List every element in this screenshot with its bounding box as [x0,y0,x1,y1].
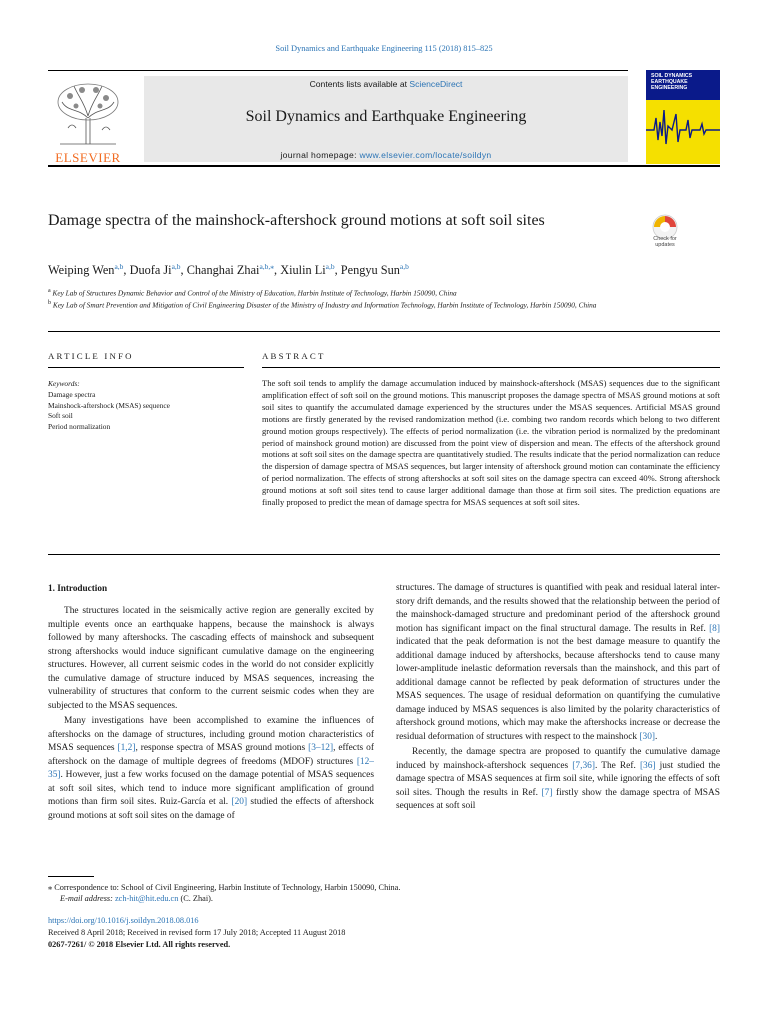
elsevier-wordmark: ELSEVIER [55,150,121,165]
article-info-heading: ARTICLE INFO [48,351,134,361]
sciencedirect-link[interactable]: ScienceDirect [409,79,463,89]
keyword: Damage spectra [48,390,96,399]
citation-link[interactable]: [36] [639,760,656,771]
citation-link[interactable]: [20] [231,797,248,807]
citation-link[interactable]: [7] [541,787,553,798]
cover-title: SOIL DYNAMICS EARTHQUAKE ENGINEERING [651,73,693,91]
footnote-rule [48,876,94,877]
citation-link[interactable]: [8] [709,623,720,634]
abstract-rule [262,367,720,368]
author-list: Weiping Wen$^{a,b}$, Duofa Ji$^{a,b}$, Changhai Zhai$^{a,b,⁎}$, Xiulin Li$^{a,b}$, Pengyu Sun$^{a,b}$ [48,262,409,278]
email-link[interactable]: zch-hit@hit.edu.cn [115,894,179,903]
paragraph: Many investigations have been accomplished to examine the influences of aftershocks on the damage of structures, including ground motion characteristics of MSAS sequences [1,2], response spectra of MSAS ground motions [3–12], effects of aftershock on the damage of multiple degrees of freedoms (MDOF) structures [12–35]. However, just a few works focused on the damage potential of MSAS sequences at soft soil sites, which tend to induce more significant amplification of ground motions than firm soil sites. Ruiz-García et al. [20] studied the effects of aftershock ground motions at soft soil sites on the damage of [48,716,374,821]
author[interactable]: Xiulin Li$^{a,b}$ [280,262,335,278]
keywords-label: Keywords: [48,379,80,388]
divider-rule [48,331,720,332]
doi-link[interactable]: https://doi.org/10.1016/j.soildyn.2018.08.016 [48,916,199,925]
correspondence-note: ⁎ Correspondence to: School of Civil Engineering, Harbin Institute of Technology, Harbin 150090, China. [48,883,401,892]
section-heading-introduction: 1. Introduction [48,583,108,593]
keyword: Period normalization [48,421,111,431]
keywords-list [48,390,170,432]
author[interactable]: Pengyu Sun$^{a,b}$ [340,262,409,278]
citation-link[interactable]: [7,36] [572,760,595,771]
journal-banner [144,76,628,162]
email-line: E-mail address: zch-hit@hit.edu.cn (C. Zhai). [60,894,213,903]
abstract-text: The soft soil tends to amplify the damage accumulation induced by mainshock-aftershock (MSAS) sequences due to the significant amplification effect of soft soil on the ground motions. This manuscript proposes the damage spectra of MSAS ground motions at soft soil sites to quantify the accumulated damage experienced by the structures under the MSAS sequences. Artificial MSAS ground motions are firstly generated by the revised randomization method (i.e. combing two random records which belong to two different ground motion groups respectively). The effects of period normalization (i.e. the vibration period is normalized by the predominant period of mainshock ground motion) are discussed from the point view of dispersion and mean. The effects of the aftershock ground motions at soft soil sites on the damage spectra are quantitatively studied. The results indicate that the period normalization can reduce the dispersion of damage spectra of MSAS sequences, but larger intensity of aftershock ground motion can contaminate the efficiency of period normalization. The effects of strong aftershocks at soft soil sites on the damage spectra can exceed 40%. Strong aftershock ground motions at soft soil sites tend to cause larger additional damage than those at firm soil sites. The prediction equations are finally proposed to predict the mean of damage spectra for MSAS sequences at soft soil sites. [262,378,720,508]
paragraph: structures. The damage of structures is quantified with peak and residual lateral inter-story drift demands, and the results showed that the relationship between the period of the mainshock-damaged structure and predominant period of the aftershock ground motion has significant impact on the final structural damage. The results in Ref. [8] indicated that the peak deformation is not the best damage measure to quantify the additional damage induced by aftershocks, because aftershocks tend to cause many lower-amplitude inelastic deformation reversals than the mainshock, and this part of additional damage cannot be reflected by peak deformation of structures under the MSAS sequences. The usage of residual deformation on quantifying the cumulative damage induced by MSAS sequences is also limited by the polarity characteristics of aftershock ground motions, which may make the aftershocks increase or decrease the residual deformation of structures with respect to the mainshock [30]. [396,583,720,742]
journal-name: Soil Dynamics and Earthquake Engineering [245,108,527,125]
abstract-bottom-rule [48,554,720,555]
author[interactable]: Weiping Wen$^{a,b}$ [48,262,124,278]
citation-link[interactable]: [12–35] [48,756,374,780]
column-left [48,605,374,823]
check-for-updates-label[interactable]: Check for updates [653,236,677,248]
affiliation-a: $^a$ Key Lab of Structures Dynamic Behavior and Control of the Ministry of Education, Harbin Institute of Technology, Harbin 150090, China [48,288,457,298]
paragraph: The structures located in the seismically active region are generally excited by multiple events once an earthquake happens, because the mainshock is always followed by many aftershocks. The cascading effects of mainshock and subsequent strong aftershocks would induce significant cumulative damage on the engineering structures. However, all current seismic codes in the world do not consider explicitly the cumulative damage of structure induced by MSAS sequences, increasing the vulnerability of structures that conform to the current seismic codes when they are subjected to the MSAS sequences. [48,606,374,711]
keyword: Soft soil [48,411,73,421]
journal-homepage-line: journal homepage: www.elsevier.com/locate/soildyn [280,150,492,160]
article-title: Damage spectra of the mainshock-aftershock ground motions at soft soil sites [48,212,545,229]
journal-reference[interactable]: Soil Dynamics and Earthquake Engineering 115 (2018) 815–825 [275,44,493,53]
author[interactable]: Duofa Ji$^{a,b}$ [129,262,181,278]
contents-line: Contents lists available at ScienceDirect [309,79,463,89]
abstract-heading: ABSTRACT [262,351,326,361]
keyword: Mainshock-aftershock (MSAS) sequence [48,400,170,410]
received-dates: Received 8 April 2018; Received in revised form 17 July 2018; Accepted 11 August 2018 [48,928,346,937]
author[interactable]: Changhai Zhai$^{a,b,⁎}$ [186,262,275,278]
citation-link[interactable]: [3–12] [308,743,334,753]
copyright: 0267-7261/ © 2018 Elsevier Ltd. All rights reserved. [48,940,231,949]
citation-link[interactable]: [1,2] [117,743,136,753]
affiliation-b: $^b$ Key Lab of Smart Prevention and Mitigation of Civil Engineering Disaster of the Ministry of Industry and Information Technology, Harbin Institute of Technology, Harbin 150090, China [48,300,597,310]
homepage-link[interactable]: www.elsevier.com/locate/soildyn [359,150,492,160]
header-rule-bottom [48,165,720,167]
article-info-rule [48,367,244,368]
cover-seismogram-graphic [646,100,720,164]
paragraph: Recently, the damage spectra are proposed to quantify the cumulative damage induced by mainshock-aftershock sequences [7,36]. The Ref. [36] just studied the damage spectra of MSAS sequences at firm soil site, while ignoring the effects of soft soil sites. Though the results in Ref. [7] firstly show the damage spectra of MSAS sequences at soft soil [396,747,720,811]
column-right [396,582,720,814]
journal-cover-thumbnail[interactable] [646,70,720,164]
citation-link[interactable]: [30] [639,731,656,742]
header-rule-top [48,70,628,71]
